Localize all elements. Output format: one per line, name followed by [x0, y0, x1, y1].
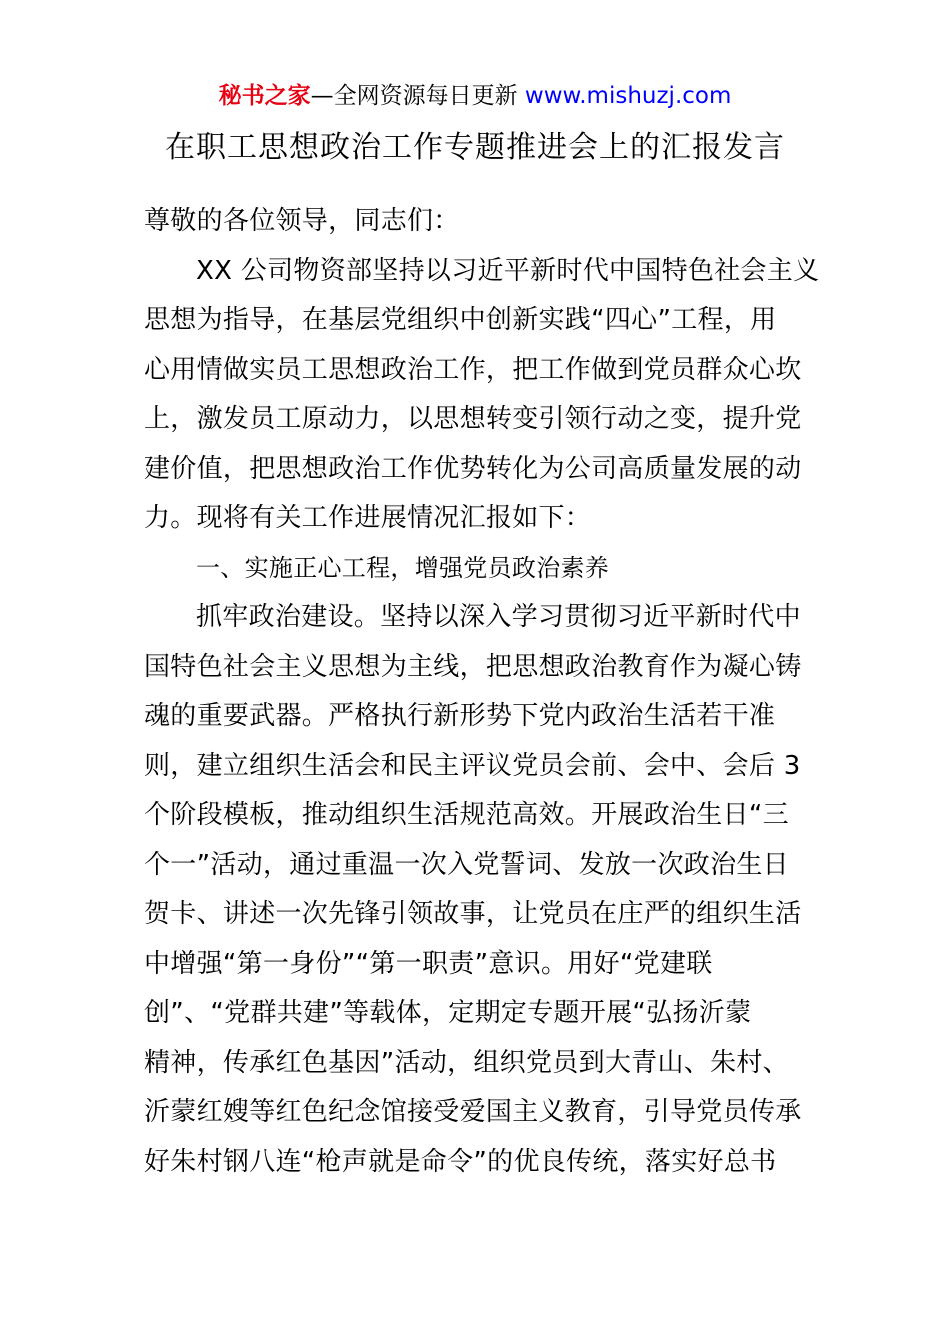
paragraph-line: 抓牢政治建设。坚持以深入学习贯彻习近平新时代中 [196, 602, 801, 632]
paragraph-line: 贺卡、讲述一次先锋引领故事，让党员在庄严的组织生活 [144, 899, 802, 929]
paragraph-line: 思想为指导，在基层党组织中创新实践“四心”工程，用 [144, 305, 777, 335]
paragraph-line: 心用情做实员工思想政治工作，把工作做到党员群众心坎 [144, 354, 802, 385]
site-url-link[interactable]: www.mishuzj.com [524, 83, 732, 109]
paragraph-line: 中增强“第一身份”“第一职责”意识。用好“党建联 [144, 948, 713, 979]
document-body [144, 197, 820, 1187]
paragraph-line: 则，建立组织生活会和民主评议党员会前、会中、会后 3 [144, 750, 801, 781]
paragraph-line: 力。现将有关工作进展情况汇报如下： [144, 503, 592, 533]
salutation: 尊敬的各位领导，同志们： [144, 206, 460, 236]
paragraph-line: 个一”活动，通过重温一次入党誓词、发放一次政治生日 [144, 849, 789, 880]
paragraph-line: 上，激发员工原动力，以思想转变引领行动之变，提升党 [144, 404, 802, 434]
paragraph-line: 国特色社会主义思想为主线，把思想政治教育作为凝心铸 [144, 651, 802, 682]
paragraph-line: XX 公司物资部坚持以习近平新时代中国特色社会主义 [196, 255, 820, 286]
paragraph-line: 创”、“党群共建”等载体，定期定专题开展“弘扬沂蒙 [144, 998, 752, 1028]
document-title: 在职工思想政治工作专题推进会上的汇报发言 [165, 130, 785, 165]
section-heading: 一、实施正心工程，增强党员政治素养 [196, 553, 610, 582]
paragraph-line: 沂蒙红嫂等红色纪念馆接受爱国主义教育，引导党员传承 [144, 1097, 802, 1127]
site-tagline: —全网资源每日更新 [310, 83, 525, 109]
site-header [0, 80, 950, 112]
paragraph-line: 精神，传承红色基因”活动，组织党员到大青山、朱村、 [144, 1047, 789, 1078]
paragraph-line: 好朱村钢八连“枪声就是命令”的优良传统，落实好总书 [144, 1146, 777, 1177]
paragraph-line: 建价值，把思想政治工作优势转化为公司高质量发展的动 [144, 453, 802, 484]
paragraph-line: 魂的重要武器。严格执行新形势下党内政治生活若干准 [144, 701, 776, 731]
site-name: 秘书之家 [218, 83, 311, 109]
paragraph-line: 个阶段模板，推动组织生活规范高效。开展政治生日“三 [144, 800, 789, 830]
